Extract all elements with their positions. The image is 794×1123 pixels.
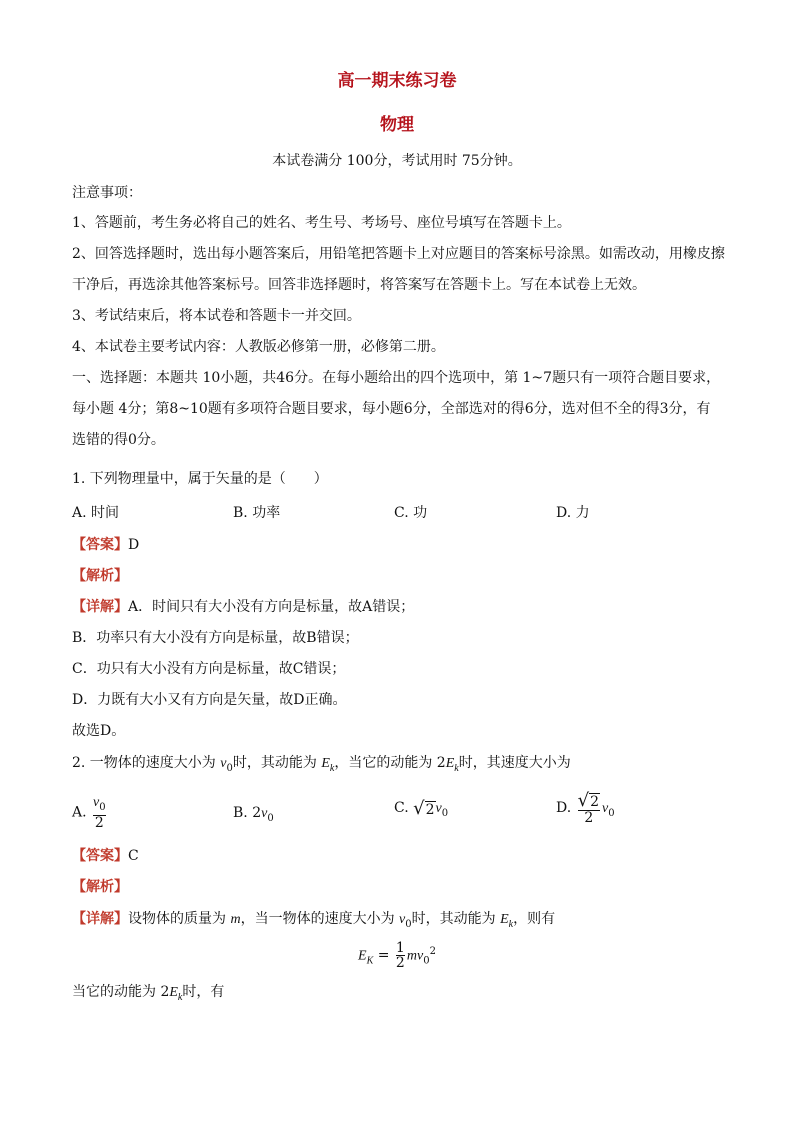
- q1-detail: C．功只有大小没有方向是标量，故C错误；: [72, 661, 346, 677]
- denominator: 2: [395, 955, 405, 972]
- var-e: E: [321, 756, 330, 771]
- question-2-stem: [72, 753, 571, 779]
- subscript: 0: [441, 807, 449, 819]
- subscript: 0: [99, 801, 106, 813]
- sqrt: [413, 799, 435, 818]
- q2-option-b: [233, 803, 274, 829]
- var-e: E: [169, 985, 178, 1000]
- var-v: v: [416, 948, 424, 964]
- detail-text: ，则有: [513, 911, 556, 927]
- denominator: 2: [584, 810, 594, 826]
- coefficient: 2: [252, 805, 262, 821]
- subscript: 0: [608, 807, 615, 819]
- q2-analysis-tag: [72, 877, 128, 897]
- var-e: E: [358, 948, 367, 964]
- analysis-tag: 【解析】: [72, 879, 128, 895]
- kinetic-energy-formula: [0, 935, 794, 978]
- sqrt: [578, 791, 600, 810]
- exam-title: 高一期末练习卷: [337, 71, 457, 91]
- var-v: v: [261, 806, 268, 821]
- option-label: D.: [556, 800, 572, 816]
- superscript: 2: [429, 946, 436, 957]
- stem-text: ，当它的动能为 2: [334, 755, 446, 771]
- var-v: v: [602, 801, 609, 816]
- detail-text: 当它的动能为 2: [72, 984, 170, 1000]
- q2-option-c: [394, 798, 448, 824]
- subscript: 0: [226, 762, 233, 774]
- denominator: 2: [94, 814, 104, 831]
- q2-option-a: [72, 795, 108, 830]
- answer-tag: 【答案】: [72, 848, 128, 864]
- section-instructions: 每小题 4分；第8~10题有多项符合题目要求，每小题6分，全部选对的得6分，选对但不全的得3分，有: [72, 401, 711, 417]
- subject-title: 物理: [380, 115, 414, 135]
- answer-value: C: [128, 848, 139, 864]
- q1-option-a: A. 时间: [72, 505, 120, 521]
- subscript: 0: [423, 955, 430, 967]
- section-instructions: 一、选择题：本题共 10小题，共46分。在每小题给出的四个选项中，第 1~7题只有一项符合题目要求，: [72, 370, 721, 386]
- answer-value: D: [128, 537, 140, 553]
- exam-info: 本试卷满分 100分，考试用时 75分钟。: [272, 153, 522, 169]
- radical-sign: √: [577, 790, 590, 811]
- analysis-tag: 【解析】: [72, 568, 128, 584]
- var-e: E: [500, 912, 509, 927]
- stem-text: 2. 一物体的速度大小为: [72, 755, 221, 771]
- q1-option-d: D. 力: [556, 505, 590, 521]
- q2-option-d: [556, 791, 615, 825]
- option-label: C.: [394, 800, 409, 816]
- detail-text: ，当一物体的速度大小为: [240, 911, 400, 927]
- fraction: [578, 791, 600, 825]
- detail-text: 设物体的质量为: [128, 911, 231, 927]
- note-item: 3、考试结束后，将本试卷和答题卡一并交回。: [72, 308, 361, 324]
- var-v: v: [435, 801, 442, 816]
- q1-detail: [72, 597, 414, 617]
- radicand: 2: [425, 801, 435, 818]
- note-item: 干净后，再选涂其他答案标号。回答非选择题时，将答案写在答题卡上。写在本试卷上无效。: [72, 277, 646, 293]
- subscript: k: [508, 918, 514, 930]
- q2-continuation: [72, 982, 224, 1008]
- stem-text: 时，其速度大小为: [458, 755, 571, 771]
- detail-text: 时，其动能为: [411, 911, 501, 927]
- subscript: 0: [267, 812, 274, 824]
- subscript: k: [177, 991, 183, 1003]
- q2-detail: [72, 909, 555, 935]
- var-e: E: [445, 756, 455, 771]
- option-label: B.: [233, 805, 248, 821]
- var-v: v: [399, 912, 406, 927]
- q1-analysis-tag: [72, 566, 128, 586]
- question-1-stem: 1. 下列物理量中，属于矢量的是（ ）: [72, 471, 328, 487]
- q2-answer: [72, 846, 139, 866]
- detail-text: A．时间只有大小没有方向是标量，故A错误；: [128, 599, 415, 615]
- note-item: 1、答题前，考生务必将自己的姓名、考生号、考场号、座位号填写在答题卡上。: [72, 215, 571, 231]
- subscript: k: [454, 762, 459, 774]
- q1-detail: B．功率只有大小没有方向是标量，故B错误；: [72, 630, 359, 646]
- subscript: k: [329, 762, 335, 774]
- radicand: 2: [590, 794, 600, 810]
- note-item: 2、回答选择题时，选出每小题答案后，用铅笔把答题卡上对应题目的答案标号涂黑。如需改动，用橡皮擦: [72, 246, 725, 262]
- var-m: m: [406, 948, 417, 964]
- q1-option-b: B. 功率: [233, 505, 281, 521]
- q1-answer: [72, 535, 139, 555]
- equals-sign: =: [373, 947, 394, 964]
- subscript: K: [366, 955, 374, 967]
- detail-tag: 【详解】: [72, 911, 128, 927]
- detail-text: 时，有: [182, 984, 225, 1000]
- stem-text: 时，其动能为: [232, 755, 322, 771]
- q1-conclusion: 故选D。: [72, 723, 126, 739]
- radical-sign: √: [413, 797, 425, 819]
- section-instructions: 选错的得0分。: [72, 432, 165, 448]
- fraction: [396, 941, 405, 970]
- notes-heading: 注意事项：: [72, 185, 142, 201]
- q1-detail: D．力既有大小又有方向是矢量，故D正确。: [72, 692, 347, 708]
- answer-tag: 【答案】: [72, 537, 128, 553]
- q1-option-c: C. 功: [394, 505, 428, 521]
- option-label: A.: [72, 804, 87, 821]
- note-item: 4、本试卷主要考试内容：人教版必修第一册，必修第二册。: [72, 339, 445, 355]
- var-v: v: [220, 756, 227, 771]
- fraction: [93, 795, 106, 830]
- var-m: m: [230, 912, 241, 927]
- subscript: 0: [405, 918, 412, 930]
- detail-tag: 【详解】: [72, 599, 128, 615]
- var-v: v: [93, 795, 100, 810]
- numerator: 1: [395, 940, 405, 957]
